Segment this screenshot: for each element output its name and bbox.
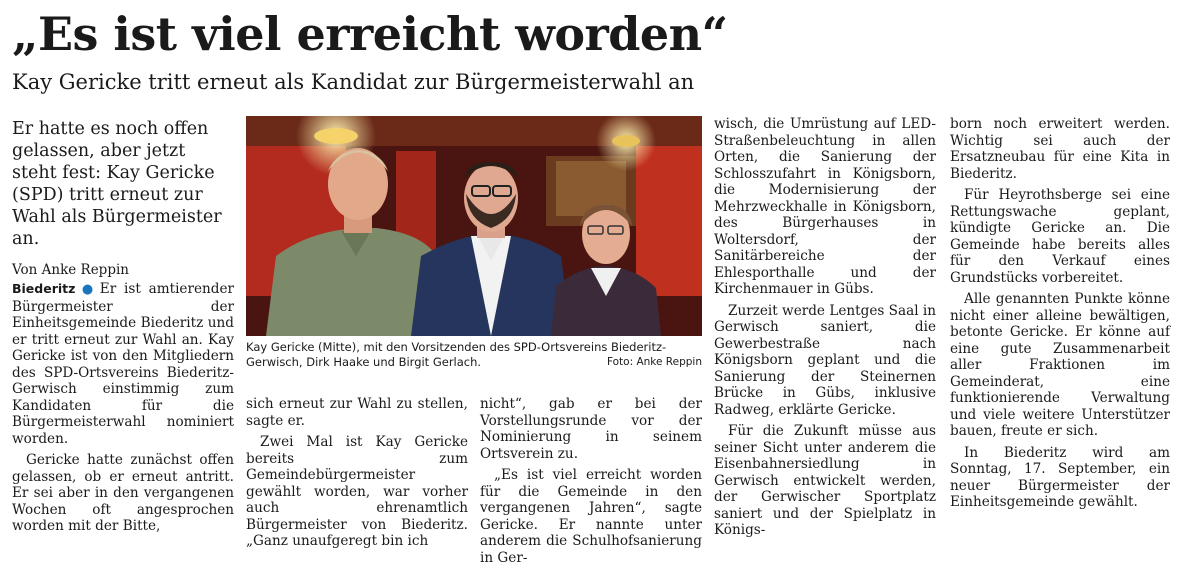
body-text: Er ist amtierender Bürgermeister der Einheitsgemeinde Biederitz und er tritt erneut zur Wahl an. Kay Gericke ist von den Mitgliedern des SPD-Ortsvereins Biederitz-Gerwisch einstimmig zum Kandidaten für die Bürgermeisterwahl nominiert worden. — [12, 281, 235, 447]
body-paragraph: Zwei Mal ist Kay Gericke bereits zum Gemeindebürgermeister gewählt worden, war vorher auch ehrenamtlich Bürgermeister von Biederitz. „Ganz unaufgeregt bin ich — [246, 434, 468, 549]
body-paragraph: Gericke hatte zunächst offen gelassen, ob er erneut antritt. Er sei aber in den vergangenen Wochen oft angesprochen worden mit der Bitte, — [12, 452, 234, 534]
body-paragraph: Für Heyrothsberge sei eine Rettungswache geplant, kündigte Gericke an. Die Gemeinde habe bereits alles für den Verkauf eines Grundstücks vorbereitet. — [950, 187, 1170, 286]
subheadline: Kay Gericke tritt erneut als Kandidat zur Bürgermeisterwahl an — [12, 70, 695, 94]
photo-illustration — [246, 116, 702, 336]
body-paragraph: nicht“, gab er bei der Vorstellungsrunde vor der Nominierung in seinem Ortsverein zu. — [480, 396, 702, 462]
dateline: Biederitz — [12, 281, 76, 296]
photo-credit: Foto: Anke Reppin — [606, 356, 702, 368]
article-column-3 — [480, 396, 702, 566]
body-paragraph: born noch erweitert werden. Wichtig sei auch der Ersatzneubau für eine Kita in Biederitz. — [950, 116, 1170, 182]
article-column-4 — [714, 116, 936, 539]
article-column-2 — [246, 396, 468, 550]
article-column-5 — [950, 116, 1170, 511]
photo-caption — [246, 340, 702, 370]
body-paragraph: Zurzeit werde Lentges Saal in Gerwisch saniert, die Gewerbestraße nach Königsborn geplant und die Sanierung der Steinernen Brücke in Gübs, inklusive Radweg, erklärte Gericke. — [714, 302, 936, 418]
body-paragraph: Alle genannten Punkte könne nicht einer alleine bewältigen, betonte Gericke. Er könne auf eine gute Zusammenarbeit aller Fraktionen im Gemeinderat, eine funktionierende Verwaltung und viele weitere Unterstützer bauen, freute er sich. — [950, 291, 1170, 439]
headline: „Es ist viel erreicht worden“ — [12, 7, 728, 61]
byline: Von Anke Reppin — [12, 262, 129, 278]
first-paragraph — [12, 281, 234, 447]
body-paragraph: „Es ist viel erreicht worden für die Gemeinde in den vergangenen Jahren“, sagte Gericke. Er nannte unter anderem die Schulhofsanierung in Ger- — [480, 467, 702, 566]
body-paragraph: In Biederitz wird am Sonntag, 17. September, ein neuer Bürgermeister der Einheitsgemeinde gewählt. — [950, 444, 1170, 510]
dateline-dot-icon: ● — [78, 282, 97, 297]
lead-paragraph — [12, 118, 234, 250]
article-column-1 — [12, 281, 234, 535]
article-photo — [246, 116, 702, 336]
lead-text: Er hatte es noch offen gelassen, aber jetzt steht fest: Kay Gericke (SPD) tritt erneut zur Wahl als Bürgermeister an. — [12, 119, 222, 249]
caption-text: Kay Gericke (Mitte), mit den Vorsitzenden des SPD-Ortsvereins Biederitz-Gerwisch, Dirk Haake und Birgit Gerlach. — [246, 340, 667, 369]
body-paragraph: sich erneut zur Wahl zu stellen, sagte er. — [246, 396, 468, 429]
body-paragraph: Für die Zukunft müsse aus seiner Sicht unter anderem die Eisenbahnersiedlung in Gerwisch entwickelt werden, der Gerwischer Sportplatz saniert und der Spielplatz in Königs- — [714, 423, 936, 538]
body-paragraph: wisch, die Umrüstung auf LED-Straßenbeleuchtung in allen Orten, die Sanierung der Schlosszufahrt in Königsborn, die Modernisierung der Mehrzweckhalle in Königsborn, des Bürgerhauses in Woltersdorf, der Sanitärbereiche der Ehlesporthalle und der Kirchenmauer in Gübs. — [714, 116, 936, 297]
